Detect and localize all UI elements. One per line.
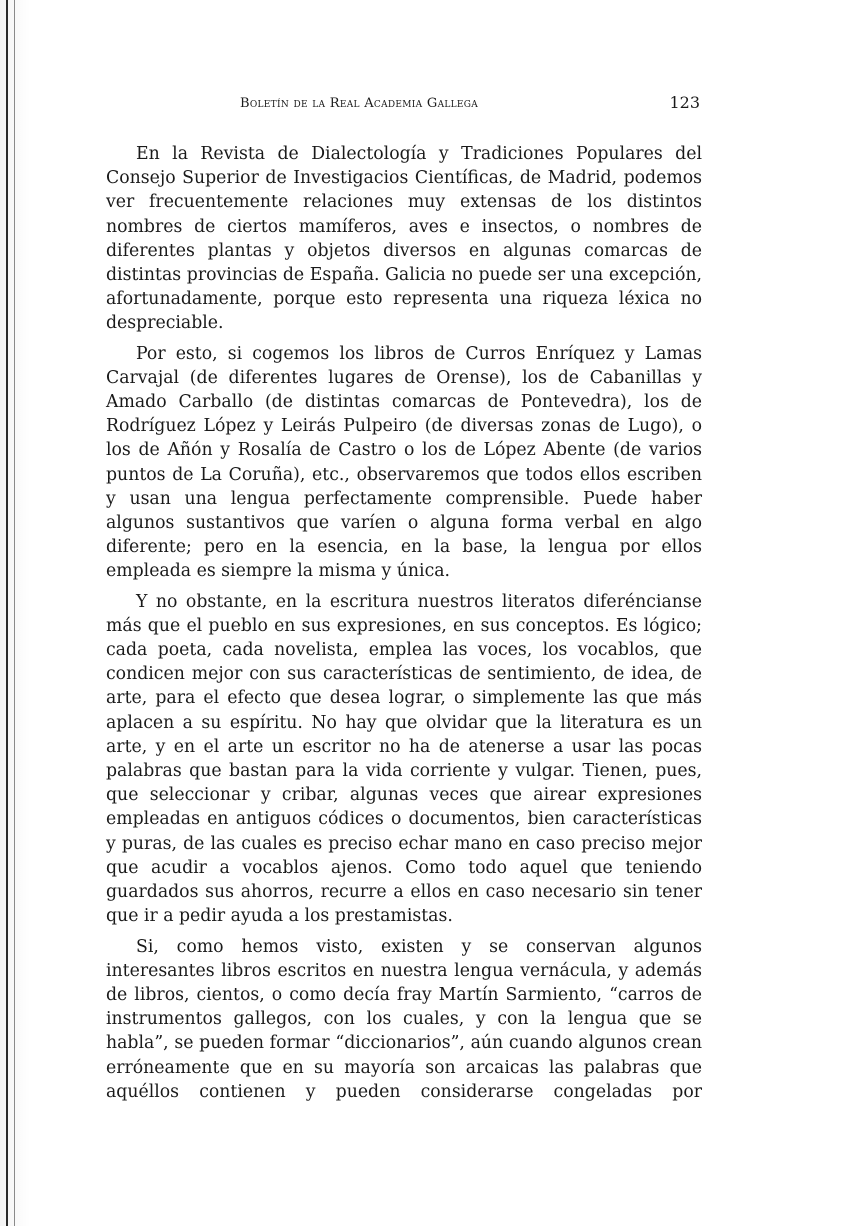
page-number: 123 (669, 93, 700, 112)
binding-edge-line (6, 0, 8, 1226)
page-gutter-shadow (0, 0, 30, 1226)
binding-edge-line-secondary (14, 0, 15, 1226)
running-title: Boletín de la Real Academia Gallega (240, 96, 479, 111)
page-header (106, 93, 702, 120)
paragraph-2: Por esto, si cogemos los libros de Curros Enríquez y Lamas Carvajal (de diferentes lugares de Orense), los de Cabanillas y Amado Carballo (de distintas comarcas de Pontevedra), los de Rodríguez López y Leirás Pulpeiro (de diversas zonas de Lugo), o los de Añón y Rosalía de Castro o los de López Abente (de varios puntos de La Coruña), etc., observaremos que todos ellos escriben y usan una lengua perfectamente comprensible. Puede haber algunos sustantivos que varíen o alguna forma verbal en algo diferente; pero en la esencia, en la base, la lengua por ellos empleada es siempre la misma y única. (106, 343, 702, 582)
body-text (106, 142, 702, 1110)
paragraph-4: Si, como hemos visto, existen y se conservan algunos interesantes libros escritos en nuestra lengua vernácula, y además de libros, cientos, o como decía fray Martín Sarmiento, “carros de instrumentos gallegos, con los cuales, y con la lengua que se habla”, se pueden formar “diccionarios”, aún cuando algunos crean erróneamente que en su mayoría son arcaicas las palabras que aquéllos contienen y pueden considerarse congeladas por (106, 936, 702, 1102)
paragraph-1: En la Revista de Dialectología y Tradiciones Populares del Consejo Superior de Investigacios Científicas, de Madrid, podemos ver frecuentemente relaciones muy extensas de los distintos nombres de ciertos mamíferos, aves e insectos, o nombres de diferentes plantas y objetos diversos en algunas comarcas de distintas provincias de España. Galicia no puede ser una excepción, afortunadamente, porque esto representa una riqueza léxica no despreciable. (106, 144, 702, 334)
paragraph-3: Y no obstante, en la escritura nuestros literatos diferéncianse más que el pueblo en sus expresiones, en sus conceptos. Es lógico; cada poeta, cada novelista, emplea las voces, los vocablos, que condicen mejor con sus características de sentimiento, de idea, de arte, para el efecto que desea lograr, o simplemente las que más aplacen a su espíritu. No hay que olvidar que la literatura es un arte, y en el arte un escritor no ha de atenerse a usar las pocas palabras que bastan para la vida corriente y vulgar. Tienen, pues, que seleccionar y cribar, algunas veces que airear expresiones empleadas en antiguos códices o documentos, bien características y puras, de las cuales es preciso echar mano en caso preciso mejor que acudir a vocablos ajenos. Como todo aquel que teniendo guardados sus ahorros, recurre a ellos en caso necesario sin tener que ir a pedir ayuda a los prestamistas. (106, 591, 702, 927)
